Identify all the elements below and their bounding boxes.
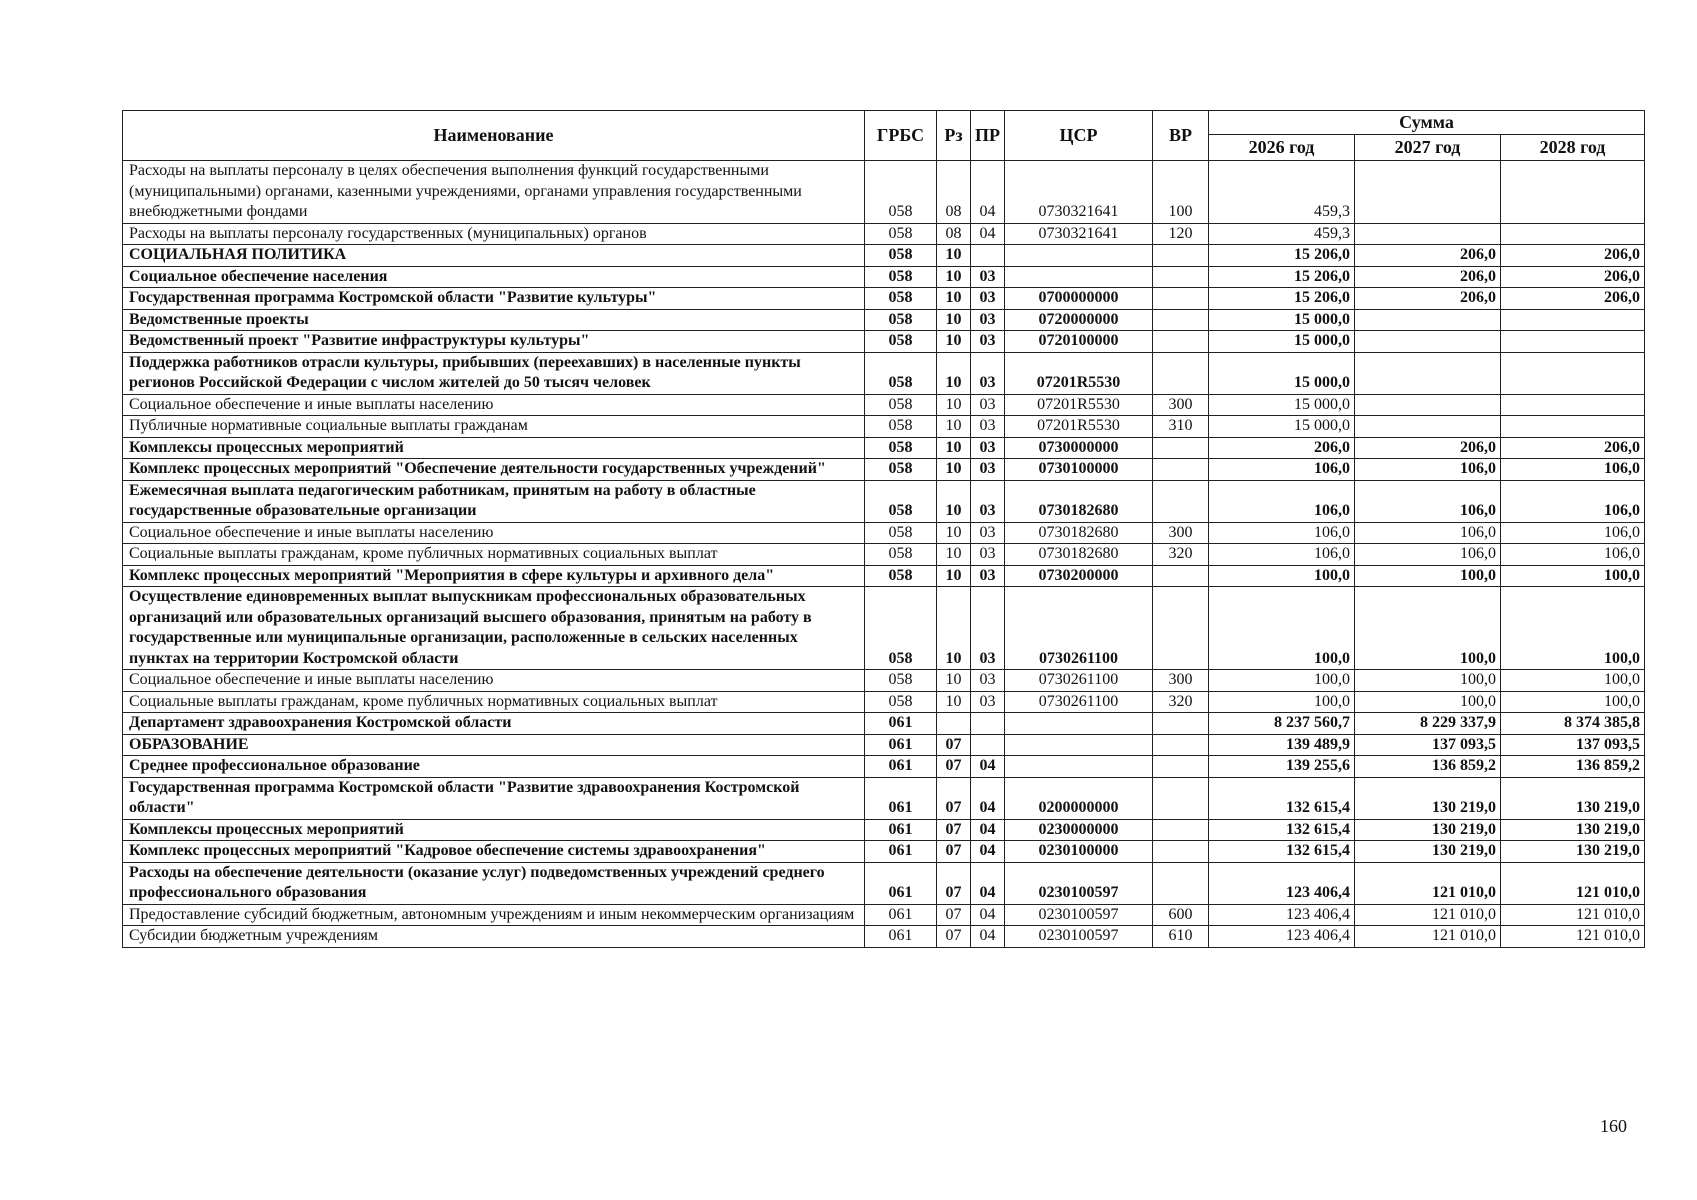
budget-table	[122, 110, 1645, 948]
header-sum: Сумма	[1209, 111, 1645, 135]
cell-pr: 04	[971, 161, 1005, 224]
cell-sum-2028: 121 010,0	[1501, 904, 1645, 926]
cell-name: Среднее профессиональное образование	[123, 756, 865, 778]
cell-vr	[1153, 862, 1209, 904]
cell-vr	[1153, 288, 1209, 310]
cell-sum-2026: 123 406,4	[1209, 926, 1355, 948]
cell-sum-2026: 106,0	[1209, 522, 1355, 544]
cell-vr	[1153, 245, 1209, 267]
cell-name: Комплекс процессных мероприятий "Обеспечение деятельности государственных учреждений"	[123, 459, 865, 481]
cell-name: Государственная программа Костромской области "Развитие культуры"	[123, 288, 865, 310]
cell-sum-2028: 206,0	[1501, 437, 1645, 459]
cell-sum-2026: 132 615,4	[1209, 841, 1355, 863]
cell-sum-2027	[1355, 161, 1501, 224]
cell-sum-2026: 106,0	[1209, 480, 1355, 522]
cell-sum-2028: 106,0	[1501, 480, 1645, 522]
cell-pr: 04	[971, 926, 1005, 948]
cell-pr: 03	[971, 331, 1005, 353]
header-year-2026: 2026 год	[1209, 135, 1355, 161]
cell-name: Социальное обеспечение и иные выплаты населению	[123, 522, 865, 544]
cell-sum-2028	[1501, 394, 1645, 416]
cell-sum-2027: 130 219,0	[1355, 777, 1501, 819]
cell-csr: 0730000000	[1005, 437, 1153, 459]
cell-pr: 03	[971, 288, 1005, 310]
cell-sum-2028: 106,0	[1501, 459, 1645, 481]
cell-rz: 10	[937, 309, 971, 331]
cell-grbs: 058	[865, 223, 937, 245]
cell-rz: 08	[937, 223, 971, 245]
cell-rz: 10	[937, 331, 971, 353]
cell-vr	[1153, 565, 1209, 587]
cell-sum-2026: 15 000,0	[1209, 352, 1355, 394]
cell-pr: 03	[971, 544, 1005, 566]
cell-sum-2026: 459,3	[1209, 161, 1355, 224]
cell-name: Расходы на выплаты персоналу государственных (муниципальных) органов	[123, 223, 865, 245]
cell-sum-2028: 106,0	[1501, 544, 1645, 566]
cell-vr	[1153, 352, 1209, 394]
cell-rz: 07	[937, 756, 971, 778]
cell-rz: 10	[937, 288, 971, 310]
cell-sum-2028: 130 219,0	[1501, 819, 1645, 841]
cell-pr: 04	[971, 841, 1005, 863]
cell-sum-2027	[1355, 352, 1501, 394]
cell-vr	[1153, 841, 1209, 863]
cell-pr: 04	[971, 223, 1005, 245]
table-row	[123, 161, 1645, 224]
cell-csr: 0730100000	[1005, 459, 1153, 481]
cell-vr	[1153, 734, 1209, 756]
cell-vr	[1153, 459, 1209, 481]
cell-sum-2028: 137 093,5	[1501, 734, 1645, 756]
cell-grbs: 058	[865, 416, 937, 438]
cell-csr	[1005, 266, 1153, 288]
cell-name: Публичные нормативные социальные выплаты гражданам	[123, 416, 865, 438]
cell-sum-2026: 8 237 560,7	[1209, 713, 1355, 735]
cell-name: Ведомственный проект "Развитие инфраструктуры культуры"	[123, 331, 865, 353]
cell-name: Комплексы процессных мероприятий	[123, 819, 865, 841]
cell-grbs: 058	[865, 522, 937, 544]
cell-vr: 120	[1153, 223, 1209, 245]
page-number: 160	[1600, 1116, 1627, 1136]
cell-pr: 03	[971, 565, 1005, 587]
cell-grbs: 058	[865, 691, 937, 713]
cell-sum-2026: 206,0	[1209, 437, 1355, 459]
cell-name: Социальные выплаты гражданам, кроме публичных нормативных социальных выплат	[123, 691, 865, 713]
cell-grbs: 058	[865, 288, 937, 310]
cell-rz: 10	[937, 245, 971, 267]
cell-grbs: 058	[865, 245, 937, 267]
table-row	[123, 819, 1645, 841]
table-row	[123, 841, 1645, 863]
cell-grbs: 058	[865, 161, 937, 224]
cell-sum-2028: 121 010,0	[1501, 862, 1645, 904]
table-row	[123, 437, 1645, 459]
cell-vr	[1153, 437, 1209, 459]
cell-sum-2026: 106,0	[1209, 459, 1355, 481]
cell-csr: 0730182680	[1005, 544, 1153, 566]
header-csr: ЦСР	[1005, 111, 1153, 161]
cell-vr	[1153, 480, 1209, 522]
cell-sum-2028: 8 374 385,8	[1501, 713, 1645, 735]
cell-sum-2027	[1355, 331, 1501, 353]
cell-name: Комплекс процессных мероприятий "Кадровое обеспечение системы здравоохранения"	[123, 841, 865, 863]
cell-csr: 0230000000	[1005, 819, 1153, 841]
cell-sum-2028	[1501, 309, 1645, 331]
cell-sum-2026: 100,0	[1209, 691, 1355, 713]
cell-sum-2027: 137 093,5	[1355, 734, 1501, 756]
cell-rz: 10	[937, 394, 971, 416]
cell-grbs: 058	[865, 309, 937, 331]
cell-sum-2026: 100,0	[1209, 670, 1355, 692]
cell-sum-2028	[1501, 416, 1645, 438]
cell-pr: 03	[971, 459, 1005, 481]
header-pr: ПР	[971, 111, 1005, 161]
cell-csr: 0730261100	[1005, 587, 1153, 670]
cell-sum-2028	[1501, 161, 1645, 224]
cell-rz: 10	[937, 691, 971, 713]
table-row	[123, 713, 1645, 735]
cell-rz: 07	[937, 777, 971, 819]
cell-name: Социальное обеспечение и иные выплаты населению	[123, 394, 865, 416]
table-row	[123, 223, 1645, 245]
cell-name: Социальное обеспечение населения	[123, 266, 865, 288]
cell-grbs: 058	[865, 459, 937, 481]
cell-vr: 600	[1153, 904, 1209, 926]
table-row	[123, 352, 1645, 394]
cell-csr: 07201R5530	[1005, 394, 1153, 416]
cell-pr: 03	[971, 480, 1005, 522]
cell-sum-2027: 206,0	[1355, 245, 1501, 267]
table-row	[123, 544, 1645, 566]
cell-pr: 03	[971, 352, 1005, 394]
cell-sum-2028: 206,0	[1501, 288, 1645, 310]
table-header	[123, 111, 1645, 161]
header-name: Наименование	[123, 111, 865, 161]
cell-rz: 10	[937, 587, 971, 670]
cell-rz: 10	[937, 352, 971, 394]
cell-sum-2027	[1355, 416, 1501, 438]
cell-rz: 10	[937, 670, 971, 692]
cell-name: Осуществление единовременных выплат выпускникам профессиональных образовательных организаций или образовательных организаций высшего образования, принятым на работу в государственные или муниципальные организации, расположенные в сельских населенных пунктах на территории Костромской области	[123, 587, 865, 670]
cell-sum-2026: 123 406,4	[1209, 904, 1355, 926]
header-year-2027: 2027 год	[1355, 135, 1501, 161]
cell-rz: 10	[937, 480, 971, 522]
cell-name: Расходы на выплаты персоналу в целях обеспечения выполнения функций государственными (муниципальными) органами, казенными учреждениями, органами управления государственными внебюджетными фондами	[123, 161, 865, 224]
cell-csr	[1005, 245, 1153, 267]
cell-vr	[1153, 756, 1209, 778]
cell-csr	[1005, 756, 1153, 778]
cell-grbs: 061	[865, 819, 937, 841]
cell-name: Ежемесячная выплата педагогическим работникам, принятым на работу в областные государственные образовательные организации	[123, 480, 865, 522]
cell-grbs: 058	[865, 352, 937, 394]
cell-sum-2028	[1501, 352, 1645, 394]
cell-sum-2026: 100,0	[1209, 565, 1355, 587]
cell-csr: 0730321641	[1005, 223, 1153, 245]
cell-name: Государственная программа Костромской области "Развитие здравоохранения Костромской области"	[123, 777, 865, 819]
cell-grbs: 061	[865, 734, 937, 756]
cell-rz: 07	[937, 862, 971, 904]
cell-sum-2028	[1501, 331, 1645, 353]
cell-name: Социальное обеспечение и иные выплаты населению	[123, 670, 865, 692]
table-row	[123, 926, 1645, 948]
cell-sum-2027: 8 229 337,9	[1355, 713, 1501, 735]
cell-rz: 07	[937, 841, 971, 863]
cell-sum-2027: 206,0	[1355, 266, 1501, 288]
cell-csr: 0230100000	[1005, 841, 1153, 863]
table-body	[123, 161, 1645, 948]
cell-sum-2028: 130 219,0	[1501, 777, 1645, 819]
cell-rz: 10	[937, 565, 971, 587]
cell-pr	[971, 713, 1005, 735]
cell-vr	[1153, 713, 1209, 735]
cell-sum-2027: 100,0	[1355, 587, 1501, 670]
cell-vr: 320	[1153, 691, 1209, 713]
table-row	[123, 756, 1645, 778]
cell-sum-2026: 15 206,0	[1209, 288, 1355, 310]
cell-rz: 10	[937, 459, 971, 481]
cell-sum-2026: 132 615,4	[1209, 777, 1355, 819]
cell-sum-2028: 206,0	[1501, 245, 1645, 267]
cell-sum-2027: 106,0	[1355, 522, 1501, 544]
cell-rz: 08	[937, 161, 971, 224]
cell-sum-2028	[1501, 223, 1645, 245]
cell-pr: 03	[971, 416, 1005, 438]
cell-vr	[1153, 309, 1209, 331]
cell-rz	[937, 713, 971, 735]
cell-csr: 07201R5530	[1005, 352, 1153, 394]
table-row	[123, 862, 1645, 904]
cell-sum-2026: 15 000,0	[1209, 309, 1355, 331]
cell-sum-2026: 15 000,0	[1209, 416, 1355, 438]
cell-pr: 04	[971, 819, 1005, 841]
cell-sum-2028: 106,0	[1501, 522, 1645, 544]
cell-grbs: 058	[865, 394, 937, 416]
cell-sum-2026: 15 000,0	[1209, 331, 1355, 353]
cell-sum-2027: 121 010,0	[1355, 904, 1501, 926]
table-row	[123, 331, 1645, 353]
cell-name: Расходы на обеспечение деятельности (оказание услуг) подведомственных учреждений среднего профессионального образования	[123, 862, 865, 904]
cell-sum-2028: 100,0	[1501, 587, 1645, 670]
cell-grbs: 058	[865, 670, 937, 692]
table-row	[123, 480, 1645, 522]
cell-sum-2026: 100,0	[1209, 587, 1355, 670]
cell-csr: 0230100597	[1005, 862, 1153, 904]
cell-csr: 0730261100	[1005, 691, 1153, 713]
cell-name: СОЦИАЛЬНАЯ ПОЛИТИКА	[123, 245, 865, 267]
cell-sum-2028: 136 859,2	[1501, 756, 1645, 778]
cell-csr: 0230100597	[1005, 926, 1153, 948]
cell-vr	[1153, 777, 1209, 819]
cell-sum-2028: 121 010,0	[1501, 926, 1645, 948]
cell-pr: 03	[971, 587, 1005, 670]
table-row	[123, 288, 1645, 310]
cell-grbs: 061	[865, 777, 937, 819]
cell-sum-2027: 206,0	[1355, 288, 1501, 310]
table-row	[123, 777, 1645, 819]
cell-sum-2026: 123 406,4	[1209, 862, 1355, 904]
cell-csr	[1005, 734, 1153, 756]
cell-rz: 07	[937, 819, 971, 841]
cell-sum-2027: 136 859,2	[1355, 756, 1501, 778]
table-row	[123, 266, 1645, 288]
cell-csr: 0230100597	[1005, 904, 1153, 926]
table-row	[123, 394, 1645, 416]
cell-grbs: 061	[865, 862, 937, 904]
cell-csr: 0730182680	[1005, 480, 1153, 522]
table-row	[123, 459, 1645, 481]
cell-rz: 07	[937, 926, 971, 948]
cell-sum-2027: 121 010,0	[1355, 862, 1501, 904]
cell-csr: 07201R5530	[1005, 416, 1153, 438]
cell-pr: 04	[971, 904, 1005, 926]
cell-sum-2028: 100,0	[1501, 670, 1645, 692]
cell-grbs: 061	[865, 904, 937, 926]
cell-vr: 300	[1153, 522, 1209, 544]
cell-csr: 0730321641	[1005, 161, 1153, 224]
cell-sum-2027: 100,0	[1355, 691, 1501, 713]
cell-sum-2028: 130 219,0	[1501, 841, 1645, 863]
cell-sum-2026: 139 489,9	[1209, 734, 1355, 756]
cell-pr: 03	[971, 670, 1005, 692]
cell-vr: 100	[1153, 161, 1209, 224]
cell-name: Комплекс процессных мероприятий "Мероприятия в сфере культуры и архивного дела"	[123, 565, 865, 587]
header-year-2028: 2028 год	[1501, 135, 1645, 161]
cell-name: Поддержка работников отрасли культуры, прибывших (переехавших) в населенные пункты регионов Российской Федерации с числом жителей до 50 тысяч человек	[123, 352, 865, 394]
header-rz: Рз	[937, 111, 971, 161]
cell-pr: 04	[971, 862, 1005, 904]
table-row	[123, 904, 1645, 926]
cell-rz: 10	[937, 544, 971, 566]
cell-name: Комплексы процессных мероприятий	[123, 437, 865, 459]
cell-sum-2026: 15 206,0	[1209, 245, 1355, 267]
cell-grbs: 058	[865, 587, 937, 670]
cell-name: Социальные выплаты гражданам, кроме публичных нормативных социальных выплат	[123, 544, 865, 566]
cell-vr: 610	[1153, 926, 1209, 948]
cell-rz: 07	[937, 734, 971, 756]
cell-sum-2026: 15 206,0	[1209, 266, 1355, 288]
cell-sum-2027: 100,0	[1355, 565, 1501, 587]
cell-sum-2028: 100,0	[1501, 691, 1645, 713]
cell-sum-2026: 139 255,6	[1209, 756, 1355, 778]
header-vr: ВР	[1153, 111, 1209, 161]
cell-grbs: 061	[865, 841, 937, 863]
cell-name: ОБРАЗОВАНИЕ	[123, 734, 865, 756]
cell-pr: 04	[971, 756, 1005, 778]
table-row	[123, 522, 1645, 544]
cell-vr	[1153, 587, 1209, 670]
cell-sum-2027: 106,0	[1355, 480, 1501, 522]
cell-sum-2028: 100,0	[1501, 565, 1645, 587]
cell-sum-2027: 130 219,0	[1355, 819, 1501, 841]
table-row	[123, 416, 1645, 438]
cell-vr: 300	[1153, 670, 1209, 692]
cell-grbs: 058	[865, 331, 937, 353]
cell-name: Ведомственные проекты	[123, 309, 865, 331]
cell-pr: 03	[971, 437, 1005, 459]
cell-grbs: 061	[865, 926, 937, 948]
cell-sum-2027: 106,0	[1355, 459, 1501, 481]
cell-pr: 04	[971, 777, 1005, 819]
cell-grbs: 061	[865, 713, 937, 735]
cell-csr: 0720000000	[1005, 309, 1153, 331]
cell-rz: 10	[937, 437, 971, 459]
cell-rz: 10	[937, 416, 971, 438]
cell-csr	[1005, 713, 1153, 735]
header-grbs: ГРБС	[865, 111, 937, 161]
cell-pr: 03	[971, 394, 1005, 416]
cell-rz: 07	[937, 904, 971, 926]
cell-pr: 03	[971, 522, 1005, 544]
cell-sum-2027	[1355, 223, 1501, 245]
cell-name: Субсидии бюджетным учреждениям	[123, 926, 865, 948]
cell-sum-2026: 15 000,0	[1209, 394, 1355, 416]
cell-sum-2027: 106,0	[1355, 544, 1501, 566]
cell-csr: 0200000000	[1005, 777, 1153, 819]
cell-vr: 320	[1153, 544, 1209, 566]
cell-name: Департамент здравоохранения Костромской области	[123, 713, 865, 735]
cell-csr: 0730200000	[1005, 565, 1153, 587]
cell-pr: 03	[971, 266, 1005, 288]
cell-sum-2026: 106,0	[1209, 544, 1355, 566]
table-row	[123, 587, 1645, 670]
cell-pr: 03	[971, 309, 1005, 331]
cell-rz: 10	[937, 522, 971, 544]
cell-sum-2027: 100,0	[1355, 670, 1501, 692]
cell-pr: 03	[971, 691, 1005, 713]
cell-sum-2027: 130 219,0	[1355, 841, 1501, 863]
cell-sum-2026: 459,3	[1209, 223, 1355, 245]
cell-csr: 0720100000	[1005, 331, 1153, 353]
cell-sum-2028: 206,0	[1501, 266, 1645, 288]
cell-sum-2027: 206,0	[1355, 437, 1501, 459]
table-row	[123, 734, 1645, 756]
cell-pr	[971, 245, 1005, 267]
cell-pr	[971, 734, 1005, 756]
table-row	[123, 670, 1645, 692]
table-row	[123, 309, 1645, 331]
cell-grbs: 058	[865, 565, 937, 587]
cell-rz: 10	[937, 266, 971, 288]
cell-vr	[1153, 819, 1209, 841]
cell-csr: 0700000000	[1005, 288, 1153, 310]
table-row	[123, 565, 1645, 587]
cell-csr: 0730261100	[1005, 670, 1153, 692]
cell-grbs: 058	[865, 437, 937, 459]
cell-vr	[1153, 331, 1209, 353]
cell-sum-2027	[1355, 394, 1501, 416]
cell-grbs: 058	[865, 544, 937, 566]
cell-vr: 300	[1153, 394, 1209, 416]
cell-vr: 310	[1153, 416, 1209, 438]
cell-grbs: 058	[865, 266, 937, 288]
table-row	[123, 245, 1645, 267]
cell-csr: 0730182680	[1005, 522, 1153, 544]
cell-grbs: 058	[865, 480, 937, 522]
cell-sum-2026: 132 615,4	[1209, 819, 1355, 841]
cell-sum-2027: 121 010,0	[1355, 926, 1501, 948]
cell-vr	[1153, 266, 1209, 288]
cell-grbs: 061	[865, 756, 937, 778]
cell-sum-2027	[1355, 309, 1501, 331]
table-row	[123, 691, 1645, 713]
cell-name: Предоставление субсидий бюджетным, автономным учреждениям и иным некоммерческим организациям	[123, 904, 865, 926]
